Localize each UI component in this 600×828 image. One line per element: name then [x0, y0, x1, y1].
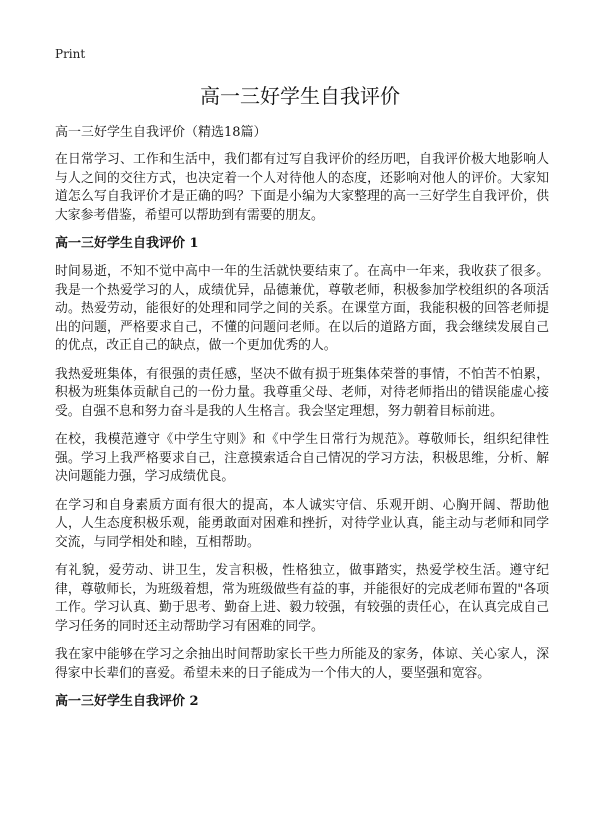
page-title: 高一三好学生自我评价	[200, 84, 400, 108]
paragraph: 在学习和自身素质方面有很大的提高，本人诚实守信、乐观开朗、心胸开阔、帮助他人，人生态度积极乐观，能勇敢面对困难和挫折，对待学业认真，能主动与老师和同学交流，与同学相处和睦，互相帮助。	[55, 497, 549, 550]
section-heading-2: 高一三好学生自我评价 2	[55, 694, 199, 709]
document-subtitle: 高一三好学生自我评价（精选18篇）	[55, 125, 267, 140]
paragraph: 有礼貌，爱劳动、讲卫生，发言积极，性格独立，做事踏实，热爱学校生活。遵守纪律，尊敬师长，为班级着想，常为班级做些有益的事，并能很好的完成老师布置的"各项工作。学习认真、勤于思考、勤奋上进、毅力较强，有较强的责任心，在认真完成自己学习任务的同时还主动帮助学习有困难的同学。	[55, 563, 549, 634]
paragraph: 我热爱班集体，有很强的责任感，坚决不做有损于班集体荣誉的事情，不怕苦不怕累，积极为班集体贡献自己的一份力量。我尊重父母、老师，对待老师指出的错误能虚心接受。自强不息和努力奋斗是我的人生格言。我会坚定理想，努力朝着目标前进。	[55, 366, 549, 419]
paragraph: 时间易逝，不知不觉中高中一年的生活就快要结束了。在高中一年来，我收获了很多。我是一个热爱学习的人，成绩优异，品德兼优，尊敬老师，积极参加学校组织的各项活动。热爱劳动，能很好的处理和同学之间的关系。在课堂方面，我能积极的回答老师提出的问题，严格要求自己，不懂的问题问老师。在以后的道路方面，我会继续发展自己的优点，改正自己的缺点，做一个更加优秀的人。	[55, 264, 549, 353]
section-heading-1: 高一三好学生自我评价 1	[55, 236, 199, 251]
paragraph: 在校，我模范遵守《中学生守则》和《中学生日常行为规范》。尊敬师长，组织纪律性强。学习上我严格要求自己，注意摸索适合自己情况的学习方法，积极思维，分析、解决问题能力强，学习成绩优良。	[55, 432, 549, 484]
paragraph: 我在家中能够在学习之余抽出时间帮助家长干些力所能及的家务，体谅、关心家人，深得家中长辈们的喜爱。希望未来的日子能成为一个伟大的人，要坚强和宽容。	[55, 647, 549, 681]
intro-paragraph: 在日常学习、工作和生活中，我们都有过写自我评价的经历吧，自我评价极大地影响人与人之间的交往方式，也决定着一个人对待他人的态度，还影响对他人的评价。大家知道怎么写自我评价才是正确的吗？下面是小编为大家整理的高一三好学生自我评价，供大家参考借鉴，希望可以帮助到有需要的朋友。	[55, 152, 549, 223]
print-link[interactable]: Print	[55, 47, 86, 61]
article-body	[55, 151, 549, 721]
